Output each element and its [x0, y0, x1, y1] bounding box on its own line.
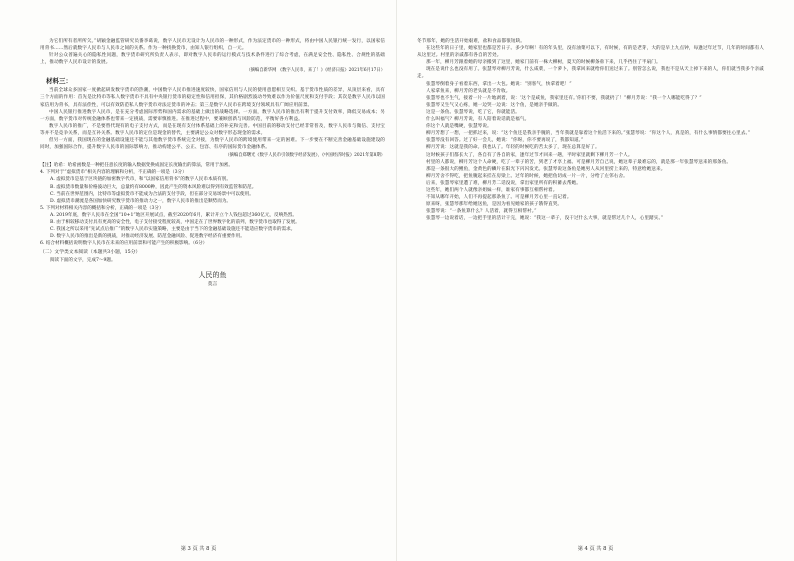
- paragraph: 柳月芳说：这就是我的命。我也认了。年轻的时候吃的苦太多了，现在总算是好了。: [426, 145, 600, 151]
- question-4-option-b: B. 虚拟货币数量和价格波动巨大，总量约有8000种，因此产生的资本风险难以得到有效监管和防范。: [50, 184, 257, 190]
- paragraph: 当前全球众多国家一度掀起研发数字货币的热潮，中国数字人民币推进速度较快，国家信用与人民的使用意愿相互交织。基于货币性质的差异，从顶层来看，具有三个方面的作用：首先是比特币等私人数字货币不具有中央银行货币的稳定性和信用担保，其价格剧烈波动导致难以作为价值尺度和支付手段；其次是数字人民币以国家信用为背书，具有法偿性，可以有效防范私人数字货币对法定货币的冲击；第三是数字人民币在跨境支付领域具有广阔应用前景。: [40, 88, 385, 108]
- paragraph: 针对公众普遍关心的隐私性问题，数字货币研究所负责人表示，即对数字人民币的运行模式与技术条件进行了综合考虑，在满足安全性、隐私性、合规性的基础上，推动数字人民币设计的发展。: [40, 53, 385, 66]
- story-author: 莫言: [207, 282, 218, 288]
- paragraph: 什么叫福气？柳月芳说，有人陪着说话就是福气。: [426, 117, 530, 123]
- paragraph: 冬节那年，她的生活开始艰难，盐和食品都很短缺。: [417, 39, 525, 44]
- paragraph: 你这个人就是嘴硬，张慧琴说。: [426, 124, 492, 130]
- paragraph: 为它们所有者所所欠。”胡颖金融监管研究员番李葛说，数字人民币无设计为人民币的一种形式，作为法定货币的一种形式，将由中国人民银行统一发行，以国家信用背书……然后就数字人民币与人民币之间的关系。作为一种找换货币，由知人银行组织，自一元。: [40, 39, 385, 52]
- section-instruction: 阅读下面的文字，完成7～9题。: [50, 258, 116, 264]
- source-note: （摘编自新华网 《数字人民币，来了！》《经济日报》2021年6月17日）: [246, 68, 385, 74]
- footnote: 【注】哈希：哈希函数是一种把任意长度的输入数据变换成固定长度输出的算法，常用于加密。: [40, 163, 233, 169]
- paragraph: 那是一条很大的鲤鱼，金黄色的鳞片在阳光下闪闪发光。张慧琴说这条鱼是她男人从河里捞上来的，特意给她送来。: [426, 166, 666, 172]
- paragraph: 数字人民币的推广，不是要替代现有的电子支付方式，而是在现有支付体系基础上的补充和完善。中国目前的移动支付已经非常普及，数字人民币与微信、支付宝等并不是竞争关系，而是互补关系。数字人民币的定位是现金的替代，主要满足公众对数字形态现金的需求。: [40, 123, 385, 136]
- paragraph: 不知从哪年开始，人们不再提起那条鱼了。可是柳月芳心里一直记着。: [426, 195, 572, 201]
- question-5: 5. 下列对材料相关内容的概括和分析，正确的一项是（3分）: [40, 205, 164, 211]
- paragraph: 柳月芳想了一想，一把抓过来，说：“这个鱼还是我亲手腌的，当年我就是靠着这个鱼活下来的。”张慧琴说：“你这个人，真是的，有什么事情都要往心里去。”: [426, 131, 751, 137]
- paragraph: 张慧琴倒着身子看着东西，拿出一大包。她说：“别客气，快拿着吧！”: [426, 81, 572, 87]
- paragraph: 张慧琴又生气又心疼，她一边哭一边说：这个鱼，是她亲手做的。: [426, 102, 563, 108]
- material-paragraphs: [40, 87, 385, 151]
- story-body: [417, 38, 764, 222]
- question-6: 6. 结合材料概括说明数字人民币在未来的应用前景和可能产生的积极影响。（6分）: [40, 241, 208, 247]
- paragraph: 现在是说什么也没有用了。张慧琴对柳月芳说，什么咸菜，一个萝卜，我拿回来就给你们送过来了。别管怎么说，我也不是从天上掉下来的人，你们就当我多个亲戚走。: [417, 67, 764, 80]
- paragraph: 张慧琴说：“一条鱼算什么？人活着，就得互相帮衬。”: [426, 209, 537, 215]
- question-5-option-a: A. 2019年底，数字人民币在全国“10+1”地区开展试点，截至2020年6月，累计开立个人钱包超过360亿元，反响热烈。: [50, 212, 297, 218]
- right-page: [397, 0, 794, 561]
- paragraph: 张慧琴一边说着话，一边把手里的活计干完，她说：“我这一辈子，没干过什么大事，就是帮过几个人，心里踏实。”: [426, 216, 664, 222]
- intro-paragraphs: [40, 38, 385, 66]
- story-title: 人民的鱼: [198, 271, 227, 280]
- page-number: 第 4 页 共 8 页: [577, 546, 614, 552]
- question-5-option-d: D. 数字人民币的推出是新的挑战，对推动经济发展、防范金融风险、促进数字经济有重要作用。: [50, 234, 245, 240]
- paragraph: 原来呀，张慧琴那年给她送鱼，是因为看见她家的孩子饿得直哭。: [426, 202, 563, 208]
- question-5-option-b: B. 由于相较移动支付具有更高的安全性，电子支付接受程度较高，中国走在了世界数字化的前列，数字货币也取得了发展。: [50, 219, 300, 225]
- question-5-option-c: C. 我国之所以采用“先试点后推广”的数字人民币实施策略，主要是由于当下的金融基础设施还不能适应数字货币的需求。: [50, 227, 296, 233]
- paragraph: 但另一方面，我国现在的金融基础设施还不能与其他数字货币系统完全对接，为数字人民币的跨境使用带来一定的困难。下一步要在不断完善金融基础设施建设的同时，加强国际合作，提升数字人民币的国际影响力，推动构建公平、公正、包容、有序的国际货币金融体系。: [40, 138, 385, 151]
- paragraph: 张慧琴没有回答。过了好一会儿，她说：“你呀，你不要再说了，我都知道。”: [426, 138, 584, 144]
- question-4-option-c: C. 当前在世界范围内，比特币等虚拟货币不能成为合法的支付手段，但在部分交易场景中可以使用。: [50, 191, 254, 197]
- source-note: （摘编自郑曙光《数字人民币引领数字经济发展》，《中国经济时报》2021年第8期）: [225, 153, 385, 159]
- paragraph: 中国人民银行推进数字人民币，是在充分考虑国际形势和国内需求的基础上做出的战略选择。一方面，数字人民币的推出有利于提升支付效率，降低交易成本；另一方面，数字货币对传统金融体系也带来一定挑战，需要审慎推进。在推进过程中，要兼顾创新与风险防范，平衡好各方利益。: [40, 109, 385, 122]
- page-number: 第 3 页 共 8 页: [180, 546, 217, 552]
- question-4-option-d: D. 虚拟货币潮流是各国加快研究数字货币的推动力之一，数字人民币的推出是顺势而为。: [50, 198, 232, 204]
- question-4: 4. 下列对于“虚拟货币”相关内容的理解和分析，不正确的一项是（3分）: [40, 170, 187, 176]
- paragraph: 村里的人都说，柳月芳这个人命硬，吃了一辈子的苦，到老了才享上福。可是柳月芳自己说，她这辈子最难忘的，就是那一年张慧琴送来的那条鱼。: [426, 159, 732, 165]
- material-heading: 材料三：: [46, 77, 72, 86]
- paragraph: 人家拿鱼来，柳月芳的老头就是不肯收。: [426, 88, 511, 94]
- paragraph: 这时候孩子们都长大了，各自有了各自的家，逢年过节才回来一趟，平时家里就剩下柳月芳一个人。: [426, 152, 633, 158]
- paragraph: 张慧琴也不生气，接着一片一片地剥着，说：‘这个是咸鱼，我家里还有。’你们不要，我就扔了！”柳月芳说：“我一个人哪能吃得了？”: [426, 95, 702, 101]
- paragraph: 这是一条鱼。张慧琴说，吃了它，你就能活。: [426, 109, 520, 115]
- question-4-option-a: A. 虚拟货币是基于区块链的加密数字代币，和“以国家信用背书”的数字人民币本质有别。: [50, 177, 231, 183]
- paragraph: 这些年，她们两个人就像亲姐妹一样，谁家有事都互相帮衬着。: [426, 187, 558, 193]
- paragraph: 柳月芳舍不得吃，把鱼腌起来挂在房梁上。过年的时候，她把鱼切成一片一片，分给了左邻右舍。: [426, 173, 628, 179]
- paragraph: 那一年，柳月芳跟着她的母亲搬到了这里，她家门前有一株大柳树，夏天的时候柳条垂下来，几乎挡住了半扇门。: [426, 60, 661, 66]
- section-heading: （二）文学类文本阅读（本题共3小题，15分）: [40, 250, 141, 256]
- paragraph: 在这些年的日子里，她家里也都是苦日子。多少年啊！有的年头里，没有油菜可以下，有时候，有的是老芽，大的是早上九点钟，每逢过年过节，几年的时间都有人从这里过。村里的亲戚都有各自的苦处。: [417, 46, 764, 59]
- paragraph: 后来，张慧琴家里遭了难，柳月芳二话没说，拿出家里所有的积蓄去帮她。: [426, 180, 581, 186]
